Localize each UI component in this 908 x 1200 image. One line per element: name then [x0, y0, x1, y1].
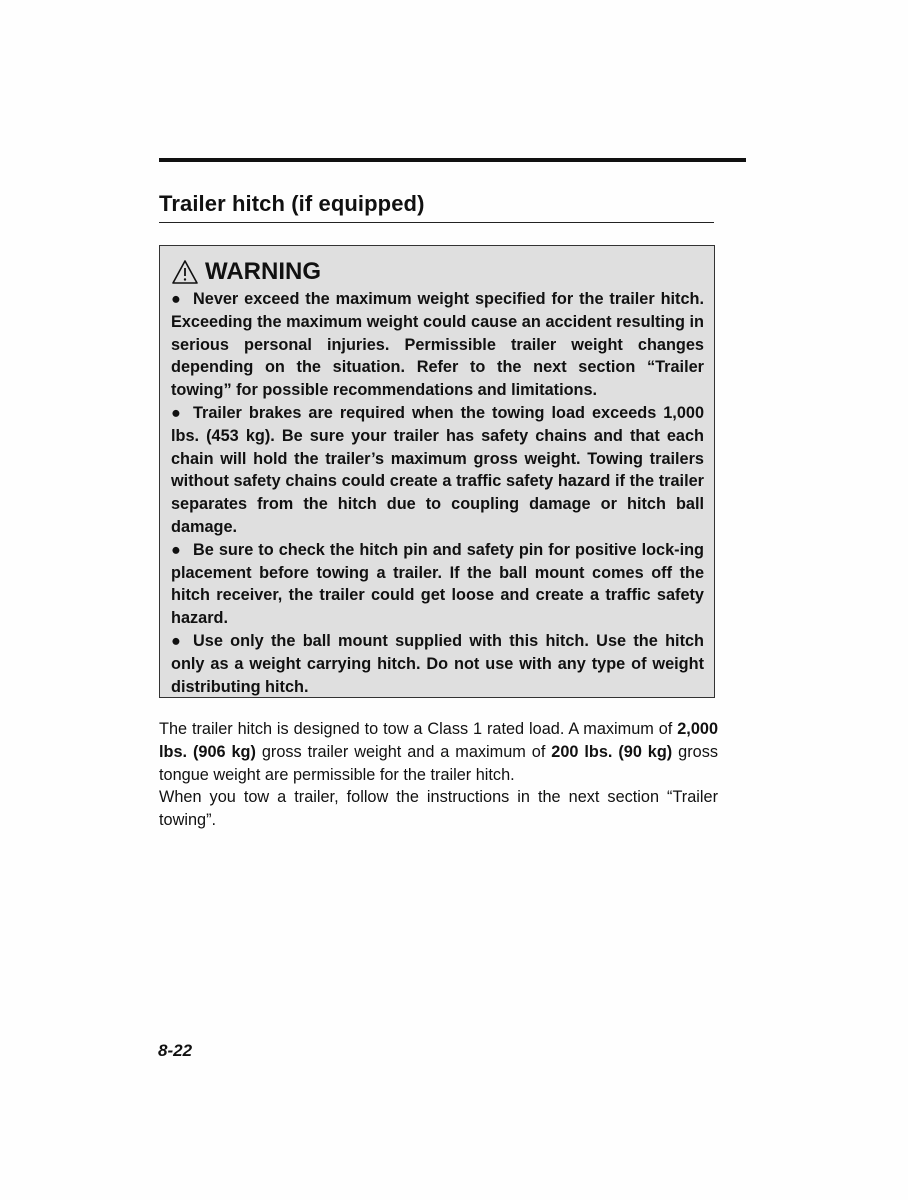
body-paragraph-2: When you tow a trailer, follow the instructions in the next section “Trailer towing”. [159, 788, 718, 830]
body-text-run: The trailer hitch is designed to tow a Class 1 rated load. A maximum of [159, 720, 678, 738]
body-paragraph-1 [159, 718, 718, 786]
warning-title: WARNING [205, 258, 321, 285]
warning-item [171, 402, 704, 539]
warning-item [171, 288, 704, 402]
max-tongue-weight: 200 lbs. (90 kg) [551, 742, 673, 761]
section-title: Trailer hitch (if equipped) [159, 191, 714, 223]
page-number: 8-22 [158, 1041, 193, 1060]
body-text-run: gross trailer weight and a maximum of [255, 742, 552, 761]
warning-item-text: Trailer brakes are required when the towing load exceeds 1,000 lbs. (453 kg). Be sure your trailer has safety chains and that each chain will hold the trailer’s maximum gross weight. Towing trailers without safety chains could create a traffic safety hazard if the trailer separates from the hitch due to coupling damage or hitch ball damage. [171, 403, 704, 536]
warning-item-text: Use only the ball mount supplied with this hitch. Use the hitch only as a weight carrying hitch. Do not use with any type of weight distributing hitch. [171, 631, 704, 696]
bullet: ● [171, 290, 181, 308]
warning-item [171, 630, 704, 698]
bullet: ● [171, 403, 181, 422]
warning-header [171, 256, 704, 288]
max-trailer-weight: 2,000 lbs. (906 kg) [159, 720, 718, 761]
body-text [159, 718, 718, 832]
top-rule [159, 158, 746, 162]
warning-item-text: Be sure to check the hitch pin and safety pin for positive lock-ing placement before towing a trailer. If the ball mount comes off the hitch receiver, the trailer could get loose and create a traffic safety hazard. [171, 540, 704, 628]
bullet: ● [171, 631, 181, 650]
warning-item-text: Never exceed the maximum weight specified for the trailer hitch. Exceeding the maximum weight could cause an accident resulting in serious personal injuries. Permissible trailer weight changes depending on the situation. Refer to the next section “Trailer towing” for possible recommendations and limitations. [171, 290, 704, 400]
warning-triangle-icon [171, 259, 199, 285]
warning-box [159, 245, 715, 698]
body-text-run: gross tongue weight are permissible for the trailer hitch. [159, 742, 718, 784]
warning-list [171, 288, 704, 698]
warning-item [171, 539, 704, 630]
bullet: ● [171, 540, 181, 559]
